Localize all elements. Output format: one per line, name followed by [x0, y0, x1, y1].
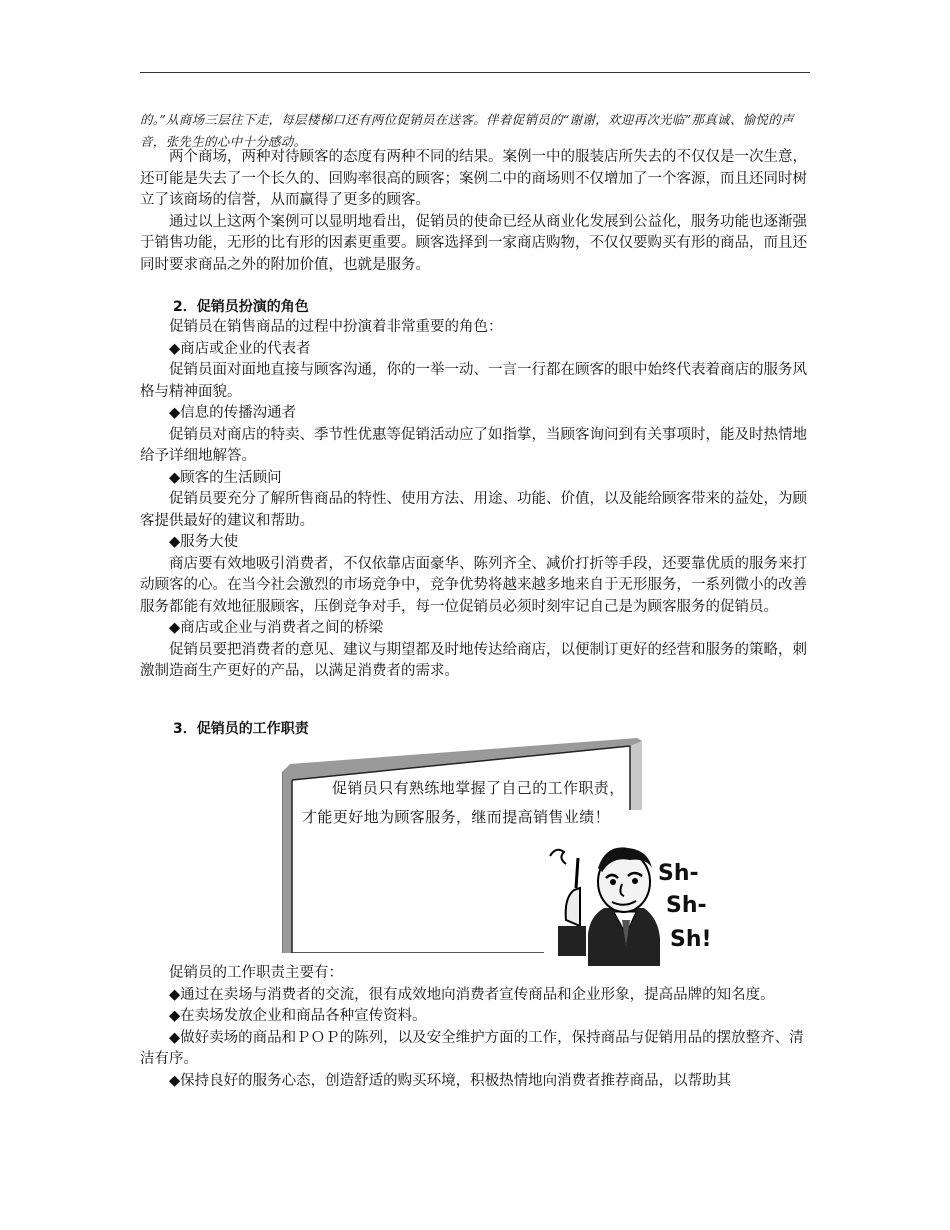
- section2-heading: 2．促销员扮演的角色: [173, 299, 309, 315]
- bullet-item: ◆在卖场发放企业和商品各种宣传资料。: [169, 1008, 427, 1024]
- paragraph: 促销员要充分了解所售商品的特性、使用方法、用途、功能、价值，以及能给顾客带来的益处，为顾客提供最好的建议和帮助。: [140, 491, 807, 529]
- paragraph: 促销员面对面地直接与顾客沟通，你的一举一动、一言一行都在顾客的眼中始终代表着商店的服务风格与精神面貌。: [140, 362, 807, 400]
- bullet-title: ◆顾客的生活顾问: [169, 469, 282, 486]
- bullet-title: ◆服务大使: [169, 534, 239, 550]
- paragraph: 商店要有效地吸引消费者，不仅依靠店面豪华、陈列齐全、减价打折等手段，还要靠优质的服务来打动顾客的心。在当今社会激烈的市场竞争中，竞争优势将越来越多地来自于无形服务，一系列微小的改善服务都能有效地征服顾客，压倒竞争对手，每一位促销员必须时刻牢记自己是为顾客服务的促销员。: [140, 555, 807, 615]
- paragraph: 两个商场，两种对待顾客的态度有两种不同的结果。案例一中的服装店所失去的不仅仅是一次生意，还可能是失去了一个长久的、回购率很高的顾客；案例二中的商场则不仅增加了一个客源，而且还同时树立了该商场的信誉，从而赢得了更多的顾客。: [140, 149, 807, 208]
- cartoon-caption-line3: Sh!: [670, 927, 712, 952]
- bullet-item: ◆做好卖场的商品和ＰＯＰ的陈列，以及安全维护方面的工作，保持商品与促销用品的摆放整齐、清洁有序。: [140, 1029, 804, 1067]
- cartoon-caption-line1: Sh-: [658, 861, 699, 886]
- paragraph: 促销员要把消费者的意见、建议与期望都及时地传达给商店，以便制订更好的经营和服务的策略，刺激制造商生产更好的产品，以满足消费者的需求。: [140, 641, 807, 679]
- bullet-item: ◆保持良好的服务心态，创造舒适的购买环境，积极热情地向消费者推荐商品，以帮助其: [169, 1072, 732, 1089]
- paragraph: 促销员在销售商品的过程中扮演着非常重要的角色：: [169, 319, 503, 335]
- header-rule: [140, 72, 810, 73]
- paragraph: 通过以上这两个案例可以显明地看出，促销员的使命已经从商业化发展到公益化，服务功能也逐渐强于销售功能，无形的比有形的因素更重要。顾客选择到一家商店购物，不仅仅要购买有形的商品，而且还同时要求商品之外的附加价值，也就是服务。: [140, 213, 807, 273]
- section3-heading: 3．促销员的工作职责: [173, 721, 309, 737]
- section3-body: [140, 963, 810, 1092]
- bullet-item: ◆通过在卖场与消费者的交流，很有成效地向消费者宣传商品和企业形象，提高品牌的知名度。: [169, 986, 775, 1003]
- cartoon-shushing-man-icon: [548, 838, 718, 966]
- paragraph: 促销员对商店的特卖、季节性优惠等促销活动应了如指掌，当顾客询问到有关事项时，能及时热情地给予详细地解答。: [140, 426, 807, 464]
- bullet-title: ◆信息的传播沟通者: [169, 405, 297, 421]
- cartoon-caption-line2: Sh-: [666, 893, 707, 918]
- intro-paragraph: 的。”从商场三层往下走，每层楼梯口还有两位促销员在送客。伴着促销员的“谢谢，欢迎再次光临”那真诚、愉悦的声音，张先生的心中十分感动。: [140, 112, 794, 149]
- callout-text: [302, 774, 637, 832]
- callout-sentence: 促销员只有熟练地掌握了自己的工作职责，才能更好地为顾客服务，继而提高销售业绩！: [302, 779, 625, 826]
- paragraph: 促销员的工作职责主要有：: [169, 965, 343, 981]
- bullet-title: ◆商店或企业的代表者: [169, 340, 311, 357]
- bullet-title: ◆商店或企业与消费者之间的桥梁: [169, 620, 384, 636]
- section2-body: [140, 317, 810, 683]
- section1-body: [140, 147, 810, 276]
